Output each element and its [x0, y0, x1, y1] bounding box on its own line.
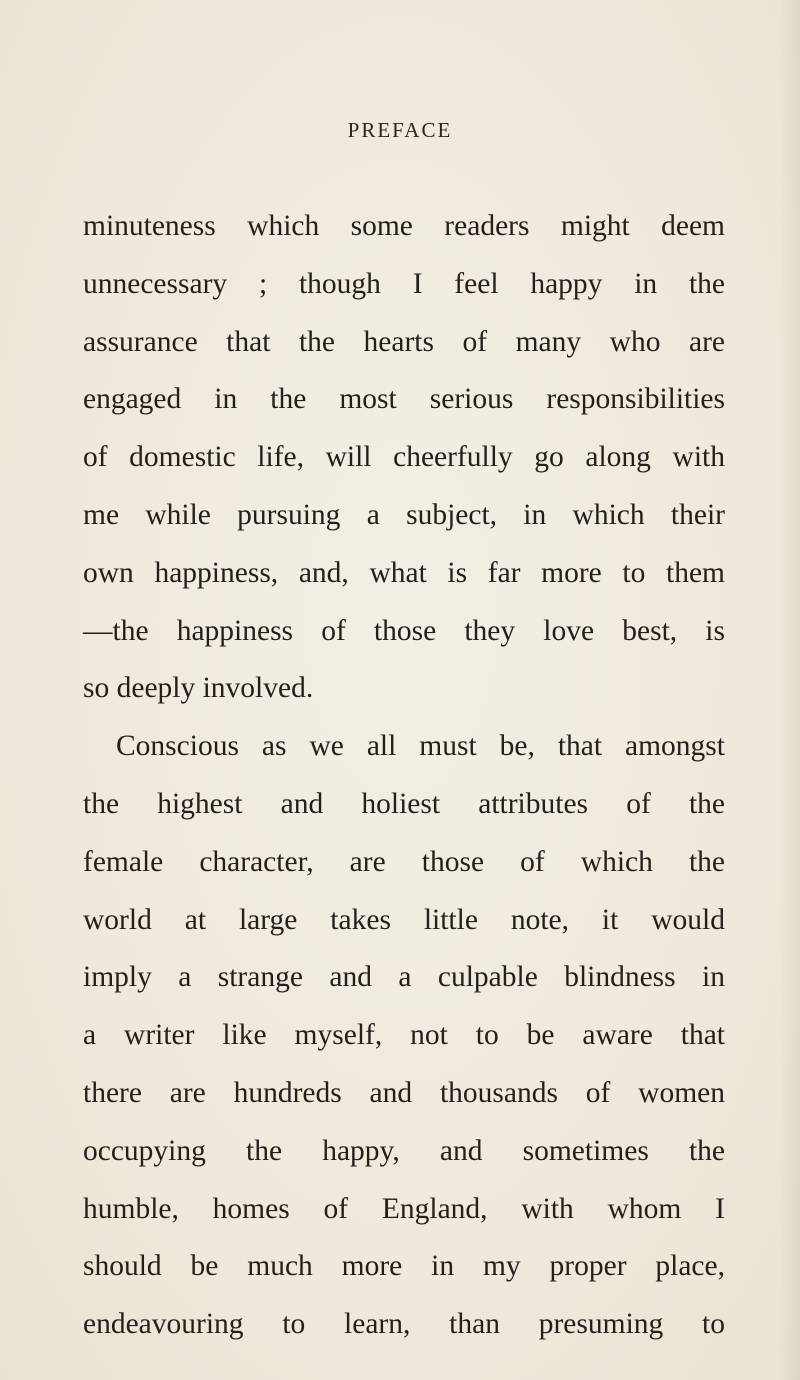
text-line: assurance that the hearts of many who are	[83, 325, 725, 358]
text-line: the highest and holiest attributes of the	[83, 787, 725, 820]
text-line: female character, are those of which the	[83, 845, 725, 878]
paragraph-start-line: Conscious as we all must be, that amongst	[116, 730, 725, 763]
running-head: PREFACE	[347, 118, 453, 142]
text-line: occupying the happy, and sometimes the	[83, 1134, 725, 1167]
text-line: engaged in the most serious responsibilities	[83, 383, 725, 416]
paragraph-end-line: so deeply involved.	[83, 672, 314, 705]
text-line: —the happiness of those they love best, is	[83, 614, 725, 647]
body-text	[83, 198, 725, 1354]
text-line: endeavouring to learn, than presuming to	[83, 1308, 725, 1341]
text-line: there are hundreds and thousands of women	[83, 1076, 725, 1109]
text-line: of domestic life, will cheerfully go along with	[83, 441, 725, 474]
text-line: own happiness, and, what is far more to them	[83, 556, 725, 589]
text-line: world at large takes little note, it would	[83, 903, 725, 936]
text-line: humble, homes of England, with whom I	[83, 1192, 725, 1225]
text-line: a writer like myself, not to be aware that	[83, 1019, 725, 1052]
text-line: minuteness which some readers might deem	[83, 210, 725, 242]
text-line: imply a strange and a culpable blindness in	[83, 961, 725, 994]
text-line: me while pursuing a subject, in which their	[83, 498, 725, 531]
text-line: should be much more in my proper place,	[83, 1250, 725, 1283]
text-line: unnecessary ; though I feel happy in the	[83, 267, 725, 300]
